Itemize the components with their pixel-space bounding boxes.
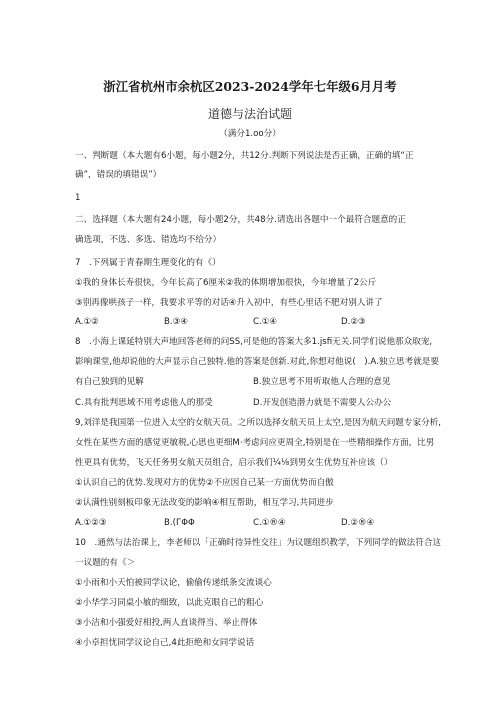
question-9-stem: 9,刘洋是我国第一位进入太空的女航天员。之所以选择女航天员上太空,是因为航天问题专家分析,: [75, 418, 442, 428]
section2-heading: 二、选择题（本大题有24小题，每小题2分，共48分.请选出各题中一个最符合题意的正: [75, 215, 406, 225]
q8-option-c: C.具有批判思域不用考虑他人的那受: [75, 398, 213, 408]
question-7-stem: 7 .下列属于青春期生理变化的有《）: [75, 258, 221, 268]
question-7-item: ①我的身体长寿很快，今年长高了6厘米②我的体期增加很快，今年增量了2公斤: [75, 278, 377, 288]
q8-option-b: B.独立思考不用听取他人合理的意见: [253, 377, 391, 387]
question-9-stem: 性更具有优势，飞天任务男女航天员组合，启示我们¼⅛到男女生优势互补应该（）: [75, 458, 393, 468]
q9-option-b: B.(ГΦΦ: [164, 518, 195, 528]
q7-option-b: B.③④: [164, 317, 189, 327]
answer-line: 1: [75, 193, 81, 203]
question-10-stem: 10 .通然与法治课上，李老师以「正确时待异性交往」为议题组织教学，下列同学的做法符合这: [75, 538, 442, 548]
question-8-stem: 8 .小海上课延特别大声地回答老师的问SS,可是他的答案大多1.jsfi无关.同学们说他那众取宠,: [75, 337, 433, 347]
q7-option-d: D.②③: [341, 317, 366, 327]
question-10-stem: 一议题的有《＞: [75, 558, 136, 568]
q9-option-a: A.①②③: [75, 518, 107, 528]
q7-option-a: A.①②: [75, 317, 99, 327]
question-9-stem: 女性在某些方面的感觉更敏税,心思也更细M·考虑问应更周全,特别是在一些精细操作方面，比男: [75, 438, 435, 448]
question-8-stem: 有自己独到的见解: [75, 377, 144, 387]
question-7-item: ③别再像哄孩子一样，我要求平等的对话④升入初中，有些心里话不肥对别人讲了: [75, 298, 383, 308]
q9-option-d: D.②®④: [341, 518, 375, 528]
question-10-item: ④小卓担忧同学议论自己,4此拒绝和女同学说话: [75, 638, 255, 648]
question-8-stem: 影响课堂,他却说他的大声显示自己独特.他的答案是创新.对此,你想对他说( ).A.独立思考就是要: [75, 357, 439, 367]
document-title: 浙江省杭州市余杭区2023-2024学年七年级6月月考: [103, 79, 397, 94]
section1-heading: 一、判断题（本大题有6小题，每小题2分，共12分.判断下列说法是否正确，正确的填“正: [75, 151, 414, 161]
document-subtitle: 道德与法治试题: [207, 107, 292, 121]
section2-heading-cont: 确选项，不选、多选、错选均不给分）: [75, 235, 222, 245]
q9-option-c: C.①®④: [253, 518, 286, 528]
q8-option-d: D.开发创造潜力就是不需要人公办公: [253, 398, 392, 408]
q7-option-c: C.①④: [253, 317, 278, 327]
question-9-item: ①认识自己的优势.发现对方的优势②不应因自己某一方面优势而自傲: [75, 478, 334, 488]
question-10-item: ①小雨和小天怕被同学议论，偷偷传递纸条交流谈心: [75, 578, 272, 588]
section1-heading-cont: 确”，错误的填错误”）: [75, 170, 162, 180]
question-10-item: ③小洁和小强爱好相投,两人直谈得当、举止得体: [75, 618, 258, 628]
score-note: （满分1.oo分）: [219, 129, 281, 139]
question-10-item: ②小华学习同桌小敏的细致，以此克眼自己的粗心: [75, 598, 264, 608]
question-9-item: ②认满性别刻板印象无法改变的影响④相互帮助，相互学习,共同进步: [75, 498, 334, 508]
